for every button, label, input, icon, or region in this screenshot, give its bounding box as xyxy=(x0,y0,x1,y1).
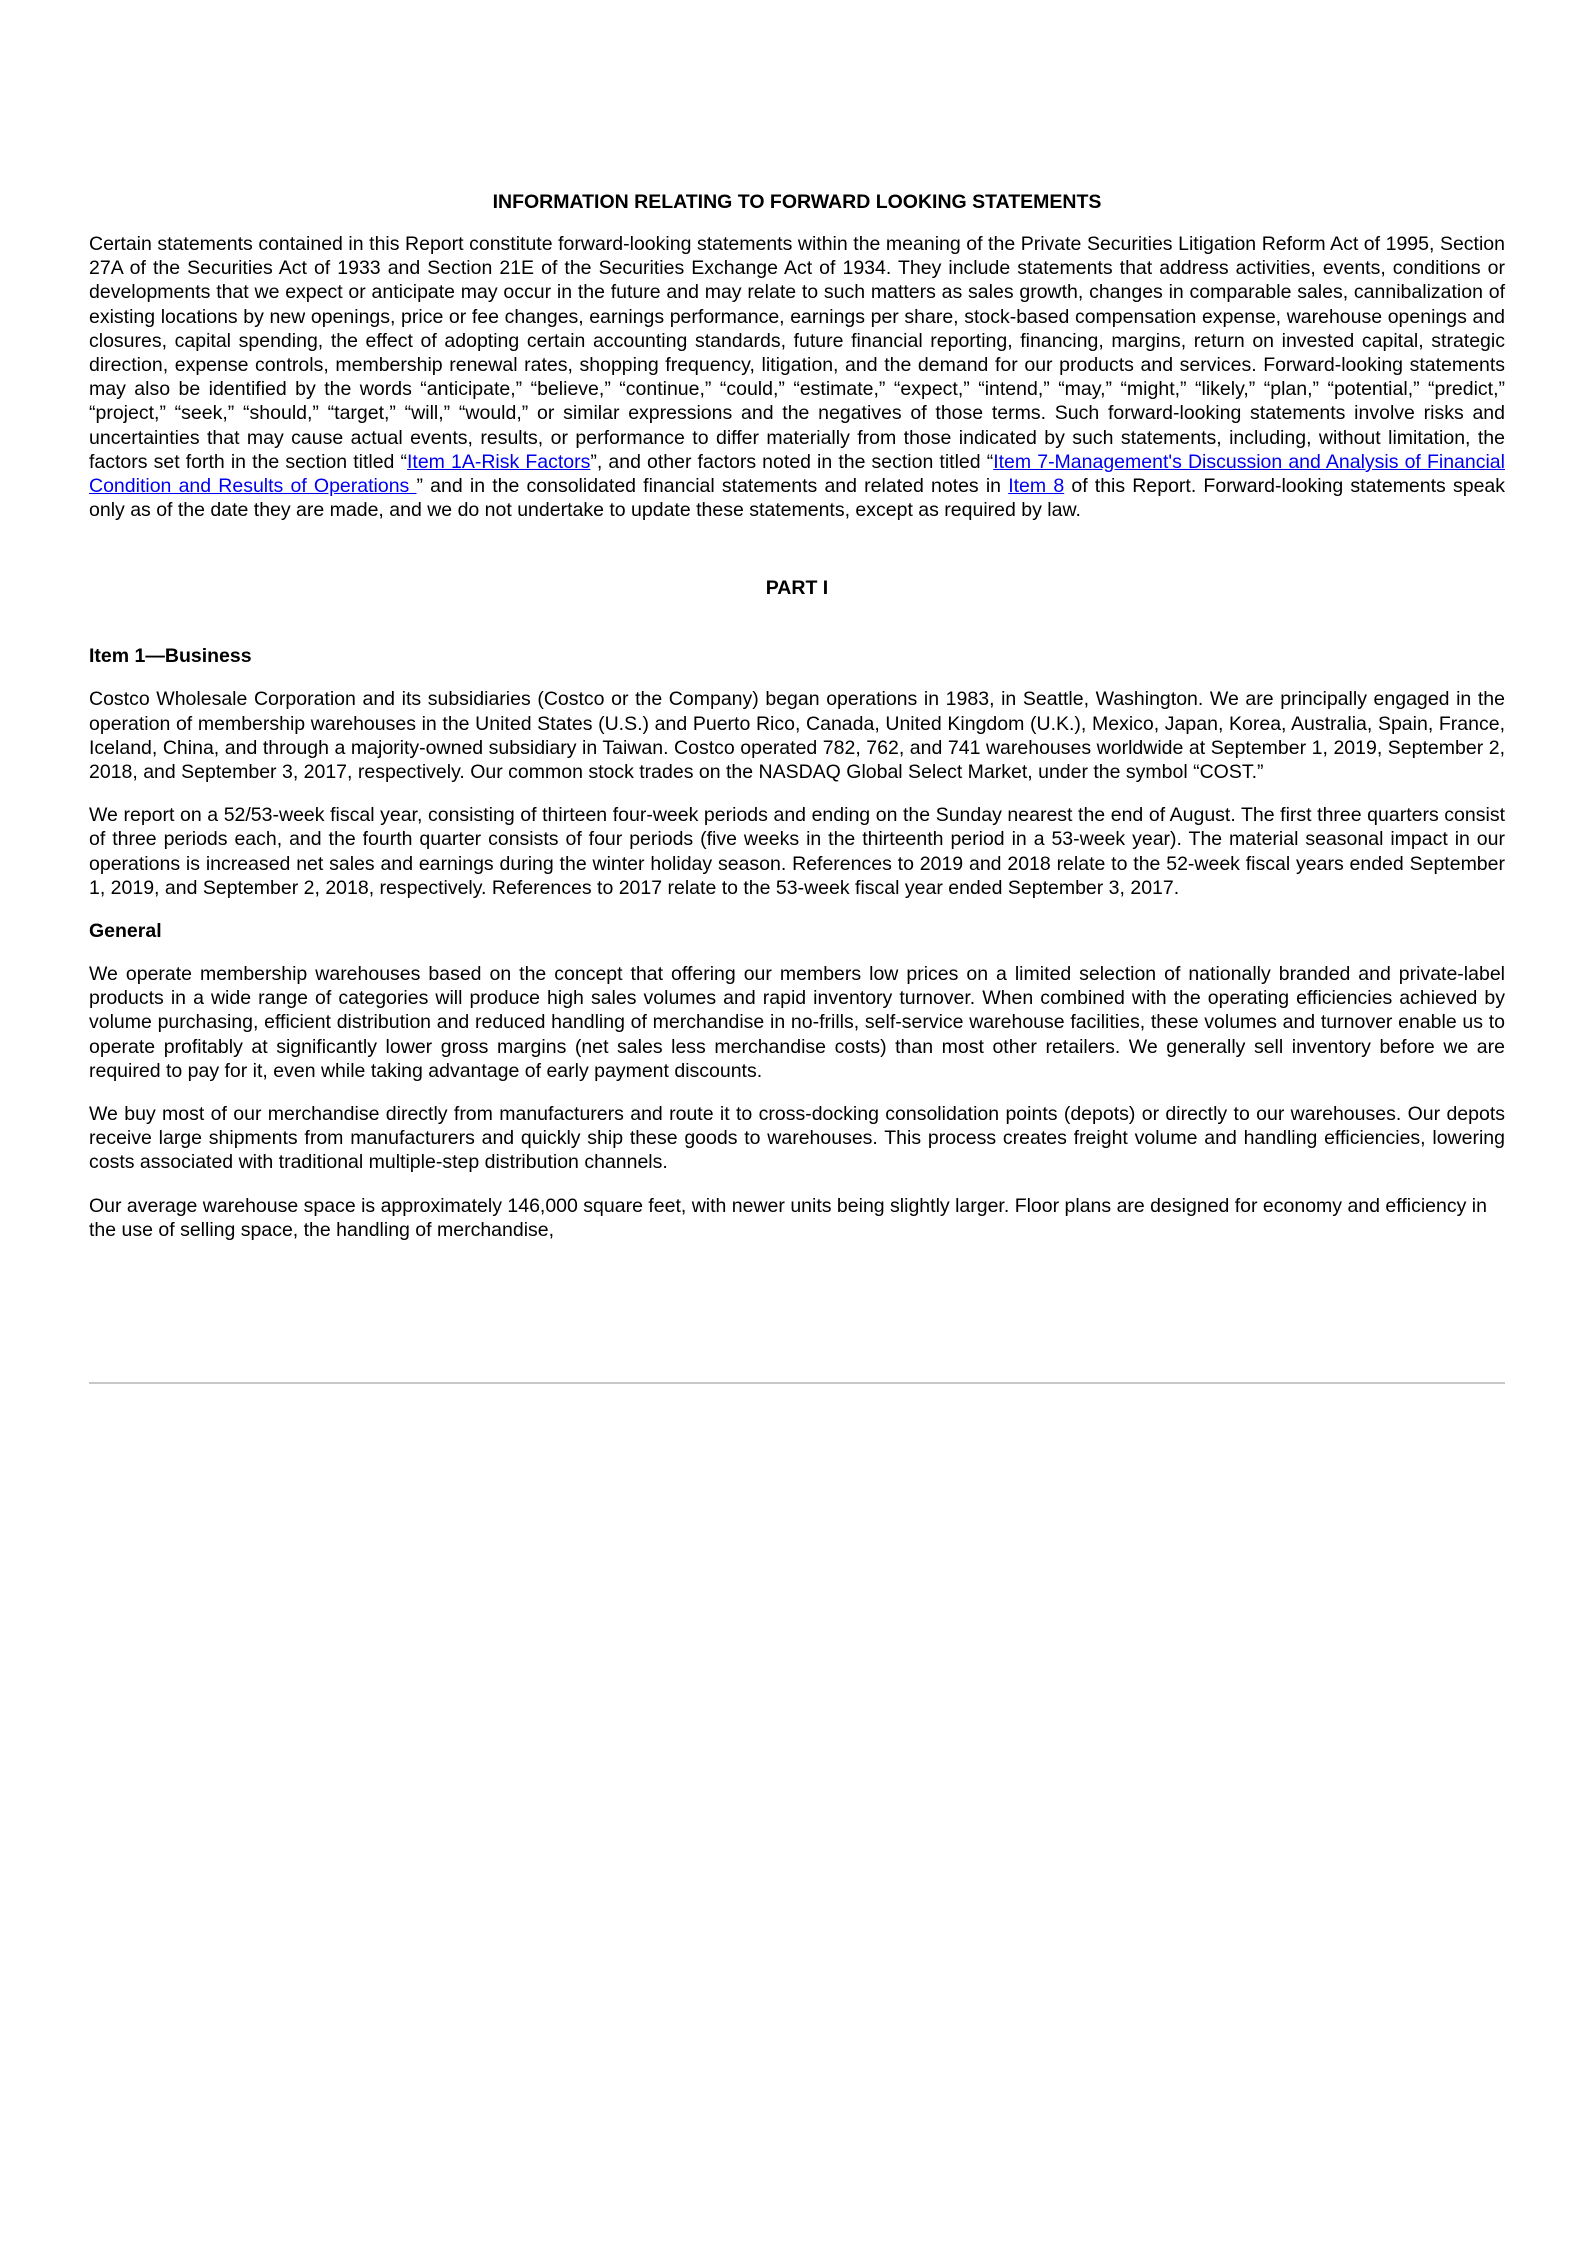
general-paragraph-2: We buy most of our merchandise directly from manufacturers and route it to cross-docking consolidation points (depots) or directly to our warehouses. Our depots receive large shipments from manufacturers and quickly ship these goods to warehouses. This process creates freight volume and handling efficiencies, lowering costs associated with traditional multiple-step distribution channels. xyxy=(89,1103,1505,1174)
forward-looking-text-4: of this Report. Forward-looking statements speak only as of the date they are made, and we do not undertake to update these statements, except as required by law. xyxy=(89,475,1506,522)
mdna-link[interactable]: Item 7-Management's Discussion and Analysis of Financial Condition and Results of Operations xyxy=(89,450,1505,498)
forward-looking-text-3: ” and in the consolidated financial statements and related notes in xyxy=(416,475,1009,498)
document-page xyxy=(89,190,1505,1242)
general-heading: General xyxy=(89,920,162,943)
forward-looking-text-1: Certain statements contained in this Report constitute forward-looking statements within the meaning of the Private Securities Litigation Reform Act of 1995, Section 27A of the Securities Act of 1933 and Section 21E of the Securities Exchange Act of 1934. They include statements that address activities, events, conditions or developments that we expect or anticipate may occur in the future and may relate to such matters as sales growth, changes in comparable sales, cannibalization of existing locations by new openings, price or fee changes, earnings performance, earnings per share, stock-based compensation expense, warehouse openings and closures, capital spending, the effect of adopting certain accounting standards, future financial reporting, financing, margins, return on invested capital, strategic direction, expense controls, membership renewal rates, shopping frequency, litigation, and the demand for our products and services. Forward-looking statements may also be identified by the words “anticipate,” “believe,” “continue,” “could,” “estimate,” “expect,” “intend,” “may,” “might,” “likely,” “plan,” “potential,” “predict,” “project,” “seek,” “should,” “target,” “will,” “would,” or similar expressions and the negatives of those terms. Such forward-looking statements involve risks and uncertainties that may cause actual events, results, or performance to differ materially from those indicated by such statements, including, without limitation, the factors set forth in the section titled “ xyxy=(89,233,1505,473)
business-paragraph-2: We report on a 52/53-week fiscal year, consisting of thirteen four-week periods and ending on the Sunday nearest the end of August. The first three quarters consist of three periods each, and the fourth quarter consists of four periods (five weeks in the thirteenth period in a 53-week year). The material seasonal impact in our operations is increased net sales and earnings during the winter holiday season. References to 2019 and 2018 relate to the 52-week fiscal years ended September 1, 2019, and September 2, 2018, respectively. References to 2017 relate to the 53-week fiscal year ended September 3, 2017. xyxy=(89,804,1505,899)
item-8-link[interactable]: Item 8 xyxy=(1008,475,1065,498)
general-paragraph-3: Our average warehouse space is approximately 146,000 square feet, with newer units being slightly larger. Floor plans are designed for economy and efficiency in the use of selling space, the handling of merchandise, xyxy=(89,1194,1487,1241)
forward-looking-heading: INFORMATION RELATING TO FORWARD LOOKING STATEMENTS xyxy=(492,191,1102,213)
item-1-heading: Item 1—Business xyxy=(89,645,252,668)
forward-looking-text-2: ”, and other factors noted in the section titled “ xyxy=(590,450,994,473)
risk-factors-link[interactable]: Item 1A-Risk Factors xyxy=(406,450,591,473)
page-divider xyxy=(89,1382,1505,1384)
general-paragraph-1: We operate membership warehouses based on the concept that offering our members low prices on a limited selection of nationally branded and private-label products in a wide range of categories will produce high sales volumes and rapid inventory turnover. When combined with the operating efficiencies achieved by volume purchasing, efficient distribution and reduced handling of merchandise in no-frills, self-service warehouse facilities, these volumes and turnover enable us to operate profitably at significantly lower gross margins (net sales less merchandise costs) than most other retailers. We generally sell inventory before we are required to pay for it, even while taking advantage of early payment discounts. xyxy=(89,963,1505,1082)
forward-looking-paragraph xyxy=(89,232,1505,522)
business-paragraph-1: Costco Wholesale Corporation and its subsidiaries (Costco or the Company) began operations in 1983, in Seattle, Washington. We are principally engaged in the operation of membership warehouses in the United States (U.S.) and Puerto Rico, Canada, United Kingdom (U.K.), Mexico, Japan, Korea, Australia, Spain, France, Iceland, China, and through a majority-owned subsidiary in Taiwan. Costco operated 782, 762, and 741 warehouses worldwide at September 1, 2019, September 2, 2018, and September 3, 2017, respectively. Our common stock trades on the NASDAQ Global Select Market, under the symbol “COST.” xyxy=(89,688,1505,784)
part-heading: PART I xyxy=(765,577,829,600)
